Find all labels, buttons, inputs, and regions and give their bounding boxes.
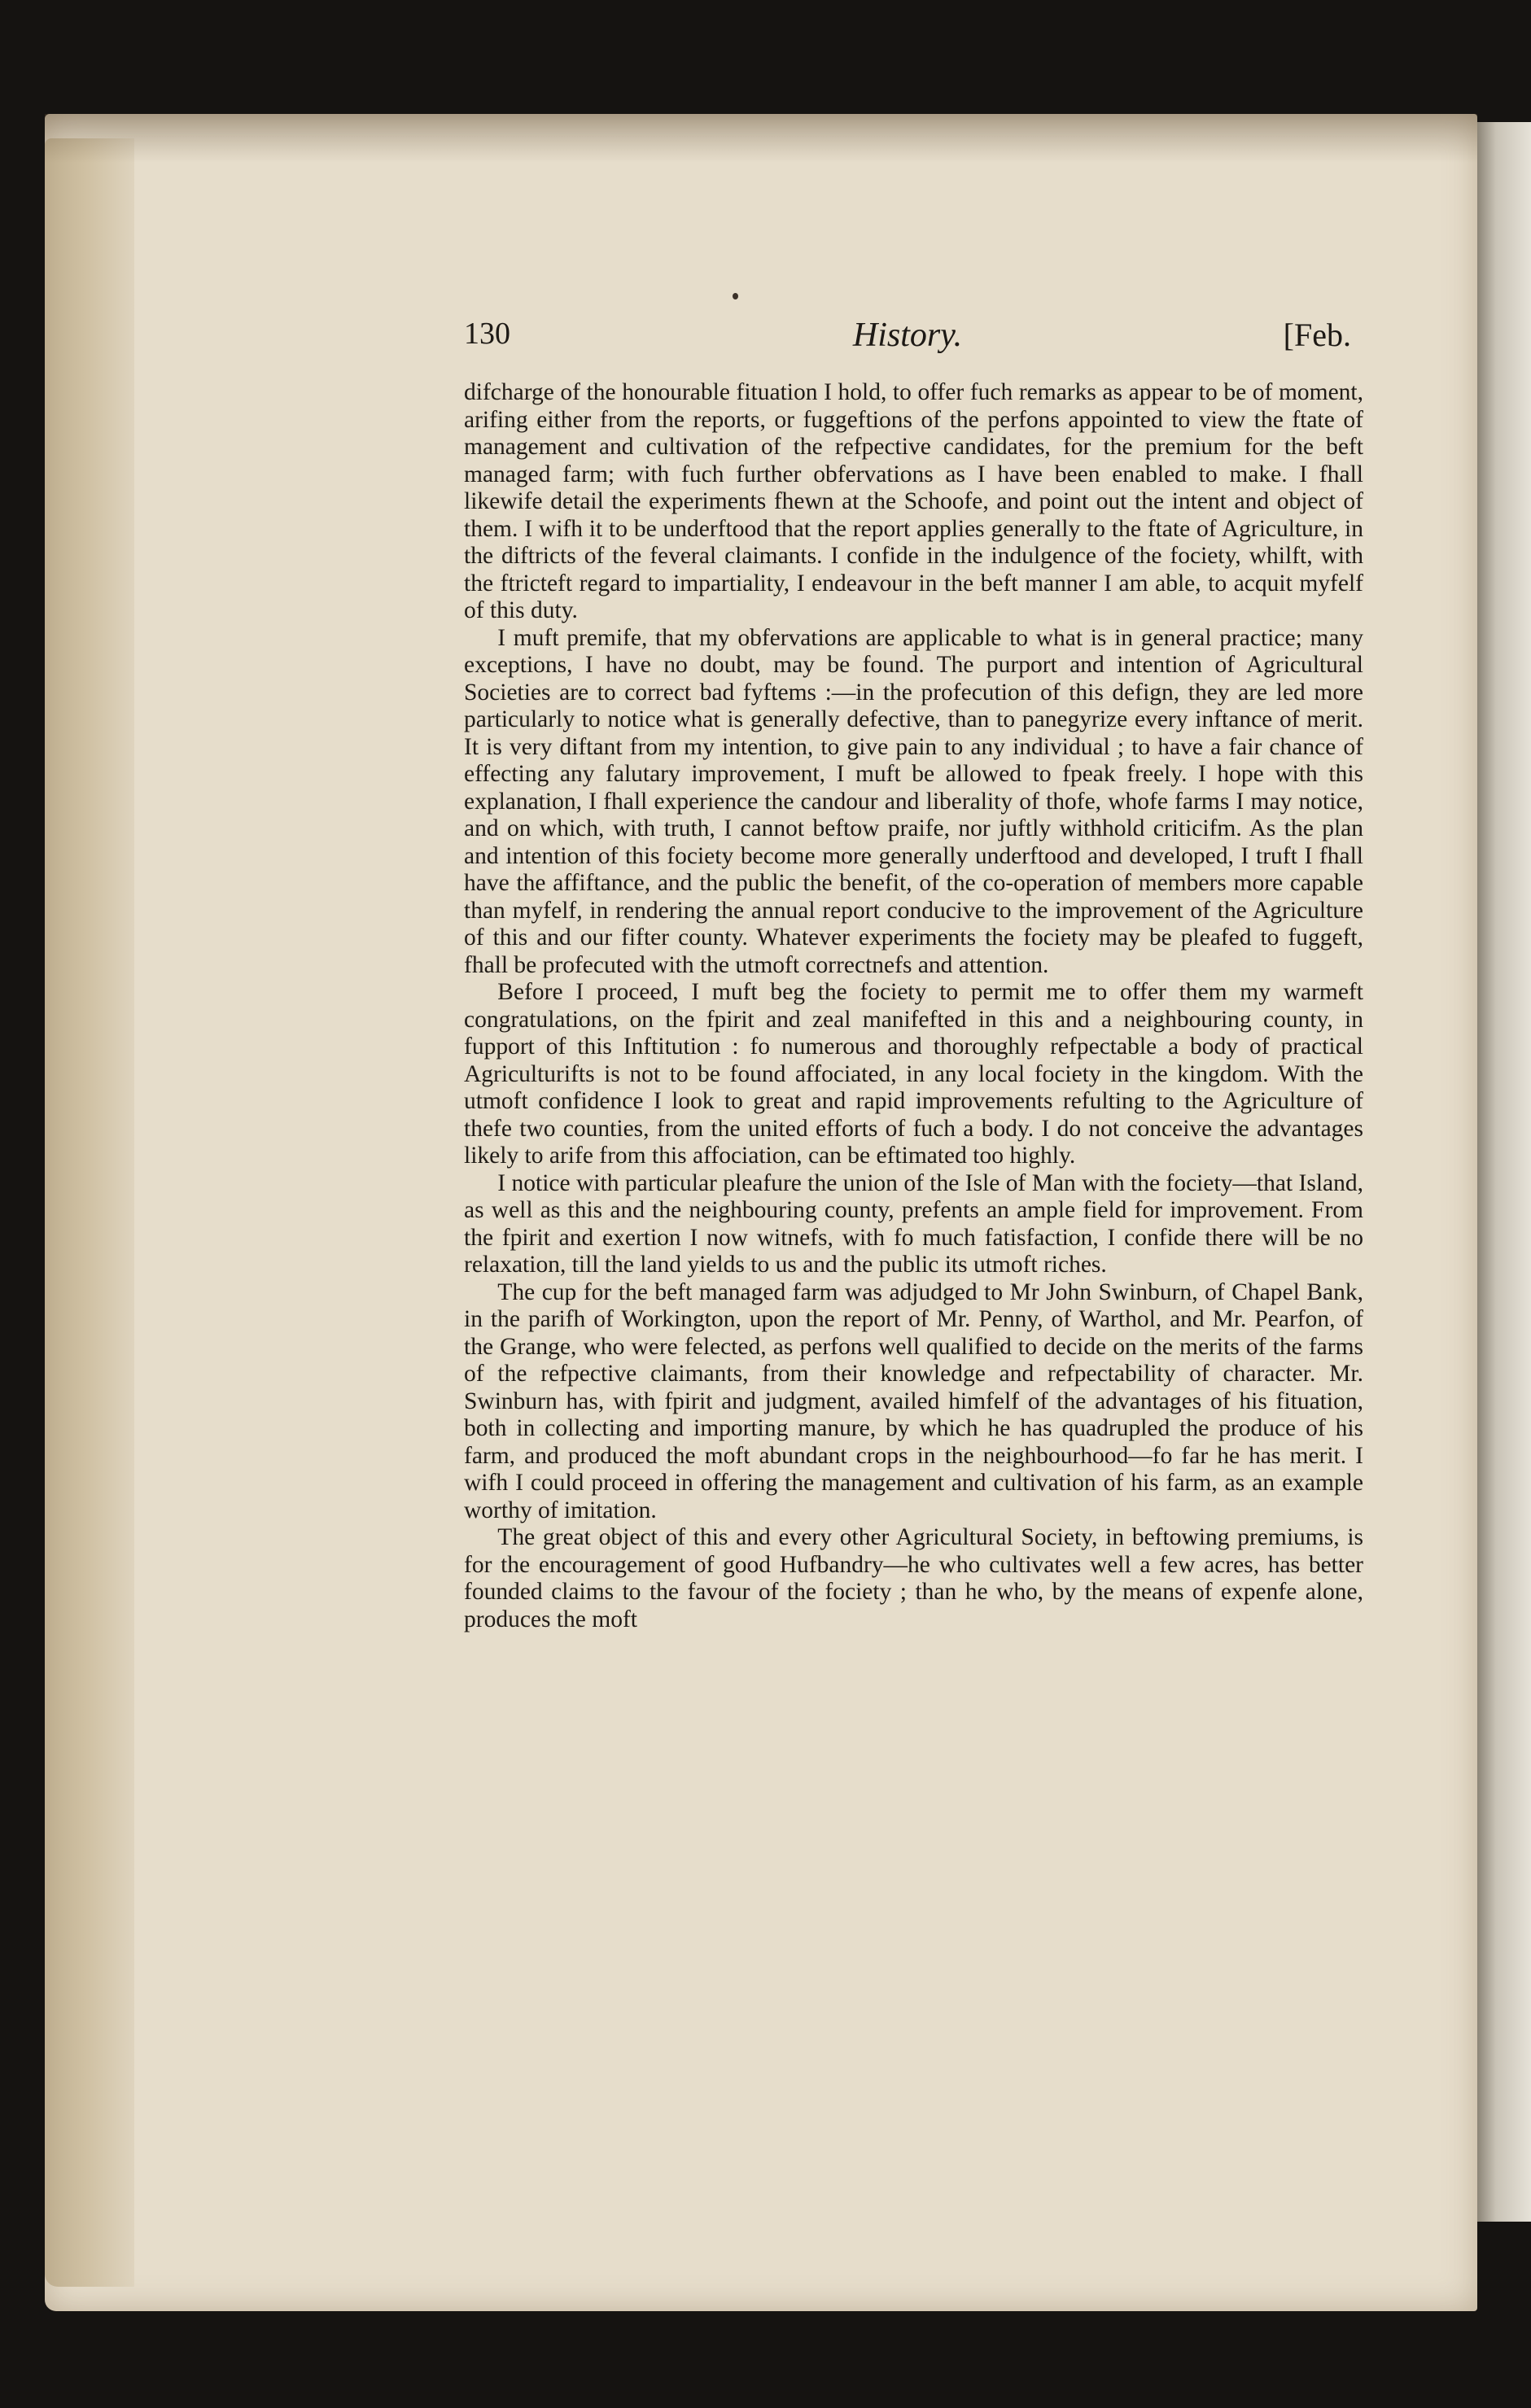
body-text	[464, 379, 1363, 1633]
running-title: History.	[852, 317, 963, 354]
running-month: [Feb.	[1283, 317, 1351, 353]
ink-speck	[733, 293, 738, 299]
paragraph: The cup for the beft managed farm was adjudged to Mr John Swinburn, of Chapel Bank, in the parifh of Workington, upon the report of Mr. Penny, of Warthol, and Mr. Pearfon, of the Grange, who were felected, as perfons well qualified to decide on the merits of the farms of the refpective claimants, from their knowledge and refpectability of character. Mr. Swinburn has, with fpirit and judgment, availed himfelf of the advantages of his fituation, both in collecting and importing manure, by which he has quadrupled the produce of his farm, and produced the moft abundant crops in the neighbourhood—fo far he has merit. I wifh I could proceed in offering the management and cultivation of his farm, as an example worthy of imitation.	[464, 1278, 1363, 1523]
paragraph: I notice with particular pleafure the union of the Isle of Man with the fociety—that Island, as well as this and the neighbouring county, prefents an ample field for improvement. From the fpirit and exertion I now witnefs, with fo much fatisfaction, I confide there will be no relaxation, till the land yields to us and the public its utmoft riches.	[464, 1169, 1363, 1278]
paragraph: I muft premife, that my obfervations are applicable to what is in general practice; many exceptions, I have no doubt, may be found. The purport and intention of Agricultural Societies are to correct bad fyftems :—in the profecution of this defign, they are led more particularly to notice what is generally defective, than to panegyrize every inftance of merit. It is very diftant from my intention, to give pain to any individual ; to have a fair chance of effecting any falutary improvement, I muft be allowed to fpeak freely. I hope with this explanation, I fhall experience the candour and liberality of thofe, whofe farms I may notice, and on which, with truth, I cannot beftow praife, nor juftly withhold criticifm. As the plan and intention of this fociety become more generally underftood and developed, I truft I fhall have the affiftance, and the public the benefit, of the co-operation of members more capable than myfelf, in rendering the annual report conducive to the improvement of the Agriculture of this and our fifter county. Whatever experiments the fociety may be pleafed to fuggeft, fhall be profecuted with the utmoft correctnefs and attention.	[464, 624, 1363, 978]
paragraph-continuation: difcharge of the honourable fituation I hold, to offer fuch remarks as appear to be of moment, arifing either from the reports, or fuggeftions of the perfons appointed to view the ftate of management and cultivation of the refpective candidates, for the premium for the beft managed farm; with fuch further obfervations as I have been enabled to make. I fhall likewife detail the experiments fhewn at the Schoofe, and point out the intent and object of them. I wifh it to be underftood that the report applies generally to the ftate of Agriculture, in the diftricts of the feveral claimants. I confide in the indulgence of the fociety, whilft, with the ftricteft regard to impartiality, I endeavour in the beft manner I am able, to acquit myfelf of this duty.	[464, 379, 1363, 623]
page-number: 130	[464, 317, 510, 351]
running-header	[464, 316, 1351, 365]
paragraph: The great object of this and every other Agricultural Society, in beftowing premiums, is for the encouragement of good Hufbandry—he who cultivates well a few acres, has better founded claims to the favour of the fociety ; than he who, by the means of expenfe alone, produces the moft	[464, 1524, 1363, 1632]
paragraph: Before I proceed, I muft beg the fociety to permit me to offer them my warmeft congratulations, on the fpirit and zeal manifefted in this and a neighbouring county, in fupport of this Inftitution : fo numerous and thoroughly refpectable a body of practical Agriculturifts is not to be found affociated, in any local fociety in the kingdom. With the utmoft confidence I look to great and rapid improvements refulting to the Agriculture of thefe two counties, from the united efforts of fuch a body. I do not conceive the advantages likely to arife from this affociation, can be eftimated too highly.	[464, 979, 1363, 1169]
page-stained-edge	[45, 138, 134, 2287]
next-page-edge	[1477, 122, 1531, 2222]
page-top-shadow	[45, 114, 1477, 163]
